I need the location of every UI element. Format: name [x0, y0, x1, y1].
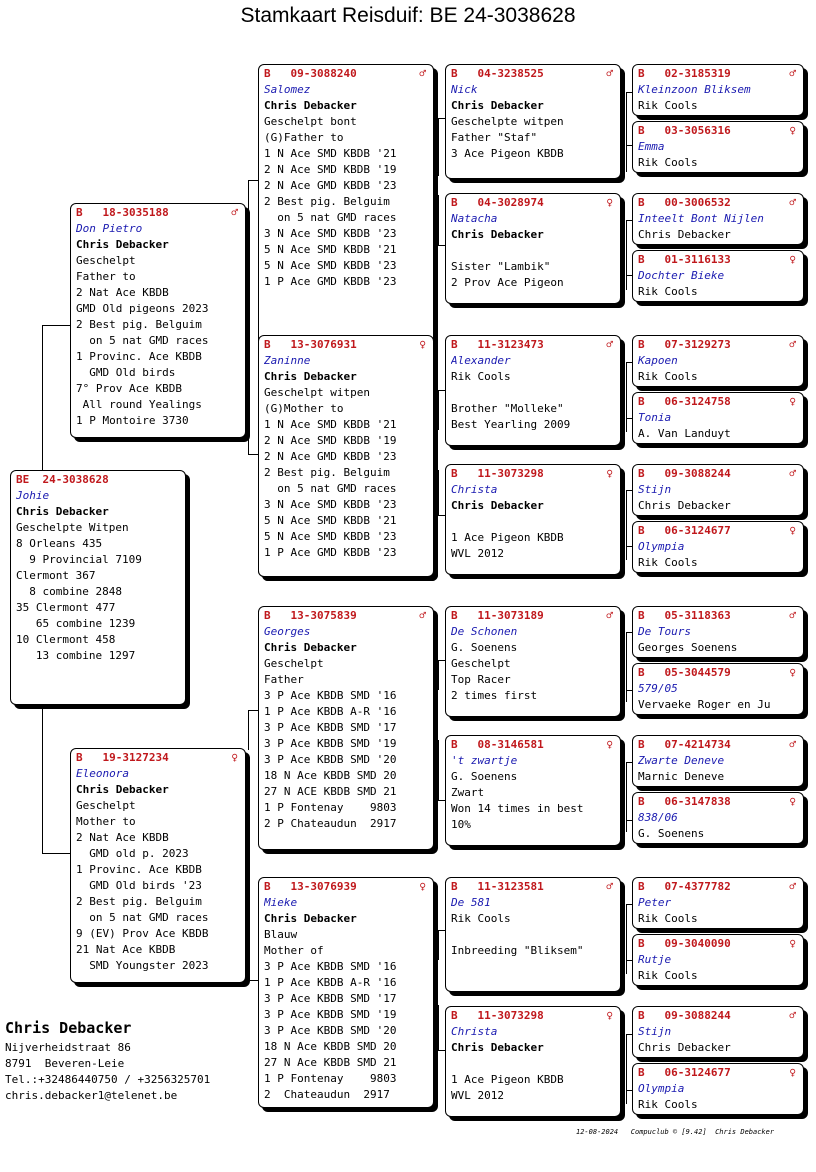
ring-number-text: B 02-3185319	[638, 67, 731, 80]
pigeon-info-line: 3 P Ace KBDB SMD '17	[264, 721, 397, 734]
pigeon-info-line	[451, 514, 615, 530]
ring-number	[638, 608, 798, 624]
ring-number-text: B 05-3118363	[638, 609, 731, 622]
pigeon-info-line: 27 N Ace KBDB SMD 21	[264, 1056, 397, 1069]
pigeon-breeder: Chris Debacker	[16, 505, 109, 518]
pigeon-name: Inteelt Bont Nijlen	[638, 212, 764, 225]
pigeon-name: De 581	[451, 896, 491, 909]
pigeon-breeder: Vervaeke Roger en Ju	[638, 698, 771, 711]
ring-number	[638, 794, 798, 810]
ring-number	[638, 252, 798, 268]
pigeon-info-line: 1 P Fontenay 9803	[264, 1072, 397, 1085]
pigeon-info-line: 2 N Ace SMD KBDB '19	[264, 163, 397, 176]
male-icon: ♂	[606, 609, 613, 622]
ring-number	[638, 936, 798, 952]
pigeon-name: Johie	[16, 489, 50, 502]
ring-number-text: B 07-4214734	[638, 738, 731, 751]
pigeon-card-g10	[632, 663, 804, 715]
ring-number	[451, 737, 615, 753]
female-icon: ♀	[789, 124, 796, 137]
pigeon-info-line: on 5 nat GMD races	[264, 482, 397, 495]
ring-number-text: B 07-4377782	[638, 880, 731, 893]
ring-number	[638, 195, 798, 211]
pigeon-breeder: Rik Cools	[638, 99, 698, 112]
pigeon-info-line: Mother to	[76, 815, 136, 828]
pigeon-card-mff	[445, 606, 621, 717]
pigeon-name: Stijn	[638, 483, 672, 496]
pigeon-card-g2	[632, 121, 804, 173]
pigeon-breeder: Chris Debacker	[264, 641, 357, 654]
female-icon: ♀	[606, 1009, 613, 1022]
pigeon-info-line: 9 (EV) Prov Ace KBDB	[76, 927, 209, 940]
pigeon-info-line	[451, 927, 615, 943]
pigeon-info-line: 2 Best pig. Belguim	[76, 895, 202, 908]
pigeon-info-line: 3 Ace Pigeon KBDB	[451, 147, 564, 160]
ring-number-text: B 04-3028974	[451, 196, 544, 209]
ring-number	[264, 879, 428, 895]
ring-number	[451, 608, 615, 624]
breeder-name: Chris Debacker	[5, 1019, 132, 1037]
pigeon-card-g7	[632, 464, 804, 516]
pigeon-breeder: Chris Debacker	[638, 1041, 731, 1054]
pigeon-info-line: 1 Provinc. Ace KBDB	[76, 350, 202, 363]
pigeon-card-fmm	[445, 464, 621, 575]
pigeon-info-line: 1 P Fontenay 9803	[264, 801, 397, 814]
ring-number	[264, 608, 428, 624]
pigeon-info-line: 2 times first	[451, 689, 538, 702]
pigeon-info-line: 1 N Ace SMD KBDB '21	[264, 418, 397, 431]
pigeon-card-g15	[632, 1006, 804, 1058]
ring-number-text: B 06-3124758	[638, 395, 731, 408]
female-icon: ♀	[789, 524, 796, 537]
pigeon-info-line: Geschelpt witpen	[264, 386, 370, 399]
pigeon-info-line: 2 Best pig. Belguim	[264, 195, 390, 208]
pigeon-info-line: 3 P Ace KBDB SMD '16	[264, 689, 397, 702]
pigeon-info-line: Geschelpte Witpen	[16, 521, 129, 534]
pigeon-name: Zwarte Deneve	[638, 754, 725, 767]
pigeon-info-line: Sister "Lambik"	[451, 260, 551, 273]
pigeon-card-ffm	[445, 193, 621, 304]
female-icon: ♀	[419, 338, 426, 351]
pigeon-name: Olympia	[638, 540, 685, 553]
ring-number-text: B 19-3127234	[76, 751, 169, 764]
pigeon-info-line: Clermont 367	[16, 569, 96, 582]
ring-number	[638, 66, 798, 82]
pigeon-breeder: Chris Debacker	[76, 783, 169, 796]
pigeon-info-line: Geschelpt	[451, 657, 511, 670]
pigeon-info-line: 3 N Ace SMD KBDB '23	[264, 227, 397, 240]
pigeon-name: Christa	[451, 1025, 498, 1038]
ring-number-text: B 01-3116133	[638, 253, 731, 266]
pigeon-info-line: 1 P Montoire 3730	[76, 414, 189, 427]
pigeon-info-line: 8 Orleans 435	[16, 537, 103, 550]
ring-number	[76, 750, 240, 766]
ring-number-text: B 06-3124677	[638, 524, 731, 537]
ring-number	[451, 337, 615, 353]
ring-number	[451, 879, 615, 895]
ring-number	[451, 1008, 615, 1024]
pigeon-info-line: Blauw	[264, 928, 298, 941]
pigeon-info-line: 18 N Ace KBDB SMD 20	[264, 769, 397, 782]
ring-number-text: B 09-3088240	[264, 67, 357, 80]
breeder-phone: Tel.:+32486440750 / +3256325701	[5, 1073, 211, 1086]
male-icon: ♂	[419, 67, 426, 80]
pigeon-name: Alexander	[451, 354, 511, 367]
ring-number	[451, 466, 615, 482]
pigeon-info-line: 2 Nat Ace KBDB	[76, 286, 169, 299]
pigeon-info-line: 3 P Ace KBDB SMD '19	[264, 1008, 397, 1021]
male-icon: ♂	[606, 880, 613, 893]
ring-number	[638, 665, 798, 681]
pigeon-info-line: 21 Nat Ace KBDB	[76, 943, 176, 956]
pigeon-card-g4	[632, 250, 804, 302]
ring-number-text: B 09-3040090	[638, 937, 731, 950]
ring-number	[16, 472, 180, 488]
pigeon-info-line: WVL 2012	[451, 547, 504, 560]
pigeon-breeder: Chris Debacker	[451, 99, 544, 112]
pigeon-card-g1	[632, 64, 804, 116]
pigeon-info-line: GMD Old birds '23	[76, 879, 202, 892]
ring-number	[638, 879, 798, 895]
pigeon-info-line: Geschelpte witpen	[451, 115, 564, 128]
male-icon: ♂	[789, 738, 796, 751]
pigeon-card-g16	[632, 1063, 804, 1115]
male-icon: ♂	[606, 67, 613, 80]
pigeon-info-line: 2 N Ace GMD KBDB '23	[264, 179, 397, 192]
pigeon-info-line: 2 N Ace GMD KBDB '23	[264, 450, 397, 463]
pigeon-card-g6	[632, 392, 804, 444]
female-icon: ♀	[606, 738, 613, 751]
pigeon-info-line: Geschelpt	[76, 254, 136, 267]
pigeon-info-line: 2 P Chateaudun 2917	[264, 817, 397, 830]
pigeon-card-fm	[258, 335, 434, 577]
female-icon: ♀	[789, 666, 796, 679]
pigeon-info-line: 3 P Ace KBDB SMD '20	[264, 1024, 397, 1037]
ring-number	[638, 1008, 798, 1024]
pigeon-info-line: 8 combine 2848	[16, 585, 122, 598]
pigeon-info-line: (G)Mother to	[264, 402, 344, 415]
pigeon-info-line: 65 combine 1239	[16, 617, 136, 630]
pigeon-info-line: on 5 nat GMD races	[264, 211, 397, 224]
pigeon-card-g8	[632, 521, 804, 573]
ring-number-text: B 03-3056316	[638, 124, 731, 137]
ring-number	[264, 337, 428, 353]
pigeon-breeder: G. Soenens	[638, 827, 705, 840]
ring-number	[264, 66, 428, 82]
pigeon-info-line: 2 Prov Ace Pigeon	[451, 276, 564, 289]
pigeon-info-line: 1 Ace Pigeon KBDB	[451, 531, 564, 544]
male-icon: ♂	[789, 196, 796, 209]
pigeon-name: Nick	[451, 83, 478, 96]
pigeon-info-line: Won 14 times in best	[451, 802, 584, 815]
pigeon-info-line: WVL 2012	[451, 1089, 504, 1102]
male-icon: ♂	[231, 206, 238, 219]
ring-number-text: B 09-3088244	[638, 467, 731, 480]
pigeon-info-line: 1 P Ace KBDB A-R '16	[264, 976, 397, 989]
pigeon-name: De Tours	[638, 625, 691, 638]
ring-number-text: B 11-3073189	[451, 609, 544, 622]
female-icon: ♀	[789, 253, 796, 266]
ring-number-text: B 13-3076931	[264, 338, 357, 351]
breeder-city: 8791 Beveren-Leie	[5, 1057, 125, 1070]
pigeon-card-fff	[445, 64, 621, 179]
pigeon-info-line: All round Yealings	[76, 398, 202, 411]
ring-number	[638, 1065, 798, 1081]
pigeon-card-m	[70, 748, 246, 983]
pigeon-info-line: 2 N Ace SMD KBDB '19	[264, 434, 397, 447]
pigeon-card-g3	[632, 193, 804, 245]
pigeon-info-line: 9 Provincial 7109	[16, 553, 142, 566]
pigeon-name: Salomez	[264, 83, 311, 96]
pigeon-name: Don Pietro	[76, 222, 143, 235]
pigeon-card-mfm	[445, 735, 621, 846]
pigeon-breeder: Georges Soenens	[638, 641, 738, 654]
female-icon: ♀	[419, 880, 426, 893]
pigeon-info-line: 3 P Ace KBDB SMD '17	[264, 992, 397, 1005]
ring-number	[638, 123, 798, 139]
page-title: Stamkaart Reisduif: BE 24-3038628	[240, 4, 576, 27]
pigeon-info-line: 10 Clermont 458	[16, 633, 116, 646]
pigeon-name: Mieke	[264, 896, 298, 909]
pigeon-breeder: Rik Cools	[638, 370, 698, 383]
pigeon-info-line	[451, 243, 615, 259]
pigeon-breeder: Rik Cools	[638, 556, 698, 569]
ring-number	[638, 394, 798, 410]
pigeon-card-mf	[258, 606, 434, 850]
male-icon: ♂	[789, 1009, 796, 1022]
ring-number-text: B 05-3044579	[638, 666, 731, 679]
pigeon-name: Kapoen	[638, 354, 678, 367]
pigeon-info-line: 2 Best pig. Belguim	[76, 318, 202, 331]
pigeon-breeder: Marnic Deneve	[638, 770, 725, 783]
pigeon-name: Eleonora	[76, 767, 129, 780]
ring-number-text: B 18-3035188	[76, 206, 169, 219]
pigeon-name: Rutje	[638, 953, 672, 966]
pigeon-info-line: 18 N Ace KBDB SMD 20	[264, 1040, 397, 1053]
pigeon-name: Christa	[451, 483, 498, 496]
male-icon: ♂	[789, 67, 796, 80]
pigeon-name: 't zwartje	[451, 754, 518, 767]
pigeon-info-line: 1 Provinc. Ace KBDB	[76, 863, 202, 876]
pigeon-card-mmm	[445, 1006, 621, 1117]
male-icon: ♂	[789, 880, 796, 893]
pigeon-info-line: 1 Ace Pigeon KBDB	[451, 1073, 564, 1086]
pigeon-card-mmf	[445, 877, 621, 992]
pigeon-name: 838/06	[638, 811, 678, 824]
male-icon: ♂	[789, 338, 796, 351]
pigeon-info-line: 1 P Ace GMD KBDB '23	[264, 546, 397, 559]
ring-number-text: BE 24-3038628	[16, 473, 109, 486]
pigeon-name: Peter	[638, 896, 672, 909]
pigeon-name: Olympia	[638, 1082, 685, 1095]
pigeon-breeder: Rik Cools	[451, 912, 511, 925]
ring-number	[638, 737, 798, 753]
pigeon-info-line: 13 combine 1297	[16, 649, 136, 662]
pigeon-breeder: G. Soenens	[451, 641, 518, 654]
ring-number-text: B 04-3238525	[451, 67, 544, 80]
ring-number	[451, 195, 615, 211]
pigeon-info-line: Father	[264, 673, 304, 686]
male-icon: ♂	[419, 609, 426, 622]
pigeon-card-g11	[632, 735, 804, 787]
pigeon-breeder: Chris Debacker	[264, 99, 357, 112]
pigeon-info-line: Zwart	[451, 786, 485, 799]
pigeon-info-line: Brother "Molleke"	[451, 402, 564, 415]
pigeon-info-line: on 5 nat GMD races	[76, 911, 209, 924]
pigeon-info-line: SMD Youngster 2023	[76, 959, 209, 972]
pigeon-info-line: GMD Old birds	[76, 366, 176, 379]
pigeon-card-p	[10, 470, 186, 705]
ring-number	[638, 466, 798, 482]
ring-number-text: B 11-3073298	[451, 1009, 544, 1022]
pigeon-card-g5	[632, 335, 804, 387]
pigeon-card-fmf	[445, 335, 621, 446]
pigeon-name: 579/05	[638, 682, 678, 695]
ring-number-text: B 06-3124677	[638, 1066, 731, 1079]
pigeon-name: Natacha	[451, 212, 498, 225]
female-icon: ♀	[231, 751, 238, 764]
ring-number	[638, 523, 798, 539]
pigeon-info-line: on 5 nat GMD races	[76, 334, 209, 347]
pigeon-info-line: Geschelpt	[264, 657, 324, 670]
pigeon-name: Dochter Bieke	[638, 269, 725, 282]
pigeon-info-line: 3 P Ace KBDB SMD '20	[264, 753, 397, 766]
ring-number-text: B 00-3006532	[638, 196, 731, 209]
pigeon-name: Georges	[264, 625, 311, 638]
pigeon-info-line: 2 Nat Ace KBDB	[76, 831, 169, 844]
female-icon: ♀	[789, 937, 796, 950]
ring-number-text: B 13-3076939	[264, 880, 357, 893]
male-icon: ♂	[789, 467, 796, 480]
pigeon-info-line: Mother of	[264, 944, 324, 957]
pigeon-name: Emma	[638, 140, 665, 153]
male-icon: ♂	[789, 609, 796, 622]
pigeon-card-mm	[258, 877, 434, 1108]
pigeon-info-line: 10%	[451, 818, 471, 831]
ring-number	[451, 66, 615, 82]
pigeon-breeder: Rik Cools	[638, 1098, 698, 1111]
pigeon-info-line: 1 P Ace GMD KBDB '23	[264, 275, 397, 288]
breeder-street: Nijverheidstraat 86	[5, 1041, 131, 1054]
pigeon-info-line: Top Racer	[451, 673, 511, 686]
pigeon-card-g14	[632, 934, 804, 986]
pigeon-breeder: Chris Debacker	[638, 228, 731, 241]
pigeon-card-f	[70, 203, 246, 438]
breeder-address	[5, 1018, 210, 1104]
female-icon: ♀	[606, 467, 613, 480]
pigeon-breeder: Chris Debacker	[451, 228, 544, 241]
ring-number	[638, 337, 798, 353]
pigeon-breeder: Rik Cools	[638, 912, 698, 925]
pigeon-info-line: 27 N ACE KBDB SMD 21	[264, 785, 397, 798]
pigeon-breeder: A. Van Landuyt	[638, 427, 731, 440]
pigeon-info-line: 5 N Ace SMD KBDB '23	[264, 259, 397, 272]
female-icon: ♀	[789, 395, 796, 408]
female-icon: ♀	[789, 795, 796, 808]
pigeon-breeder: Chris Debacker	[451, 1041, 544, 1054]
ring-number-text: B 13-3075839	[264, 609, 357, 622]
pigeon-info-line: 3 N Ace SMD KBDB '23	[264, 498, 397, 511]
ring-number-text: B 09-3088244	[638, 1009, 731, 1022]
pigeon-info-line: 5 N Ace SMD KBDB '21	[264, 243, 397, 256]
pigeon-info-line: Inbreeding "Bliksem"	[451, 944, 584, 957]
ring-number-text: B 08-3146581	[451, 738, 544, 751]
pigeon-info-line: 1 N Ace SMD KBDB '21	[264, 147, 397, 160]
pigeon-info-line: 3 P Ace KBDB SMD '19	[264, 737, 397, 750]
pigeon-breeder: G. Soenens	[451, 770, 518, 783]
pigeon-info-line: Best Yearling 2009	[451, 418, 571, 431]
pigeon-info-line: (G)Father to	[264, 131, 344, 144]
pigeon-breeder: Rik Cools	[451, 370, 511, 383]
female-icon: ♀	[606, 196, 613, 209]
pigeon-breeder: Rik Cools	[638, 285, 698, 298]
male-icon: ♂	[606, 338, 613, 351]
pigeon-info-line: Father "Staf"	[451, 131, 538, 144]
pigeon-info-line: Father to	[76, 270, 136, 283]
pigeon-breeder: Chris Debacker	[451, 499, 544, 512]
pigeon-name: Tonia	[638, 411, 672, 424]
pigeon-info-line	[451, 385, 615, 401]
pigeon-info-line: 1 P Ace KBDB A-R '16	[264, 705, 397, 718]
pigeon-card-g13	[632, 877, 804, 929]
pigeon-breeder: Rik Cools	[638, 969, 698, 982]
ring-number-text: B 06-3147838	[638, 795, 731, 808]
pigeon-info-line: 3 P Ace KBDB SMD '16	[264, 960, 397, 973]
pigeon-name: Zaninne	[264, 354, 311, 367]
ring-number-text: B 11-3123581	[451, 880, 544, 893]
pigeon-info-line	[451, 1056, 615, 1072]
pigeon-info-line: 35 Clermont 477	[16, 601, 116, 614]
pigeon-info-line: GMD Old pigeons 2023	[76, 302, 209, 315]
ring-number-text: B 07-3129273	[638, 338, 731, 351]
pigeon-info-line: 5 N Ace SMD KBDB '23	[264, 530, 397, 543]
pigeon-name: Kleinzoon Bliksem	[638, 83, 751, 96]
pigeon-breeder: Chris Debacker	[638, 499, 731, 512]
female-icon: ♀	[789, 1066, 796, 1079]
pigeon-info-line: 2 Best pig. Belguim	[264, 466, 390, 479]
pigeon-info-line: GMD old p. 2023	[76, 847, 189, 860]
pigeon-breeder: Chris Debacker	[264, 912, 357, 925]
pigeon-name: De Schonen	[451, 625, 518, 638]
pigeon-info-line: 2 Chateaudun 2917	[264, 1088, 390, 1101]
footer-credit: 12-08-2024 Compuclub © [9.42] Chris Debacker	[576, 1128, 775, 1136]
pigeon-info-line: 7° Prov Ace KBDB	[76, 382, 182, 395]
ring-number-text: B 11-3073298	[451, 467, 544, 480]
pigeon-breeder: Rik Cools	[638, 156, 698, 169]
pigeon-breeder: Chris Debacker	[264, 370, 357, 383]
breeder-email: chris.debacker1@telenet.be	[5, 1089, 178, 1102]
ring-number-text: B 11-3123473	[451, 338, 544, 351]
ring-number	[76, 205, 240, 221]
pigeon-breeder: Chris Debacker	[76, 238, 169, 251]
pigeon-name: Stijn	[638, 1025, 672, 1038]
pigeon-card-g12	[632, 792, 804, 844]
pigeon-card-g9	[632, 606, 804, 658]
pigeon-info-line: Geschelpt	[76, 799, 136, 812]
pigeon-info-line: 5 N Ace SMD KBDB '21	[264, 514, 397, 527]
pigeon-info-line: Geschelpt bont	[264, 115, 357, 128]
